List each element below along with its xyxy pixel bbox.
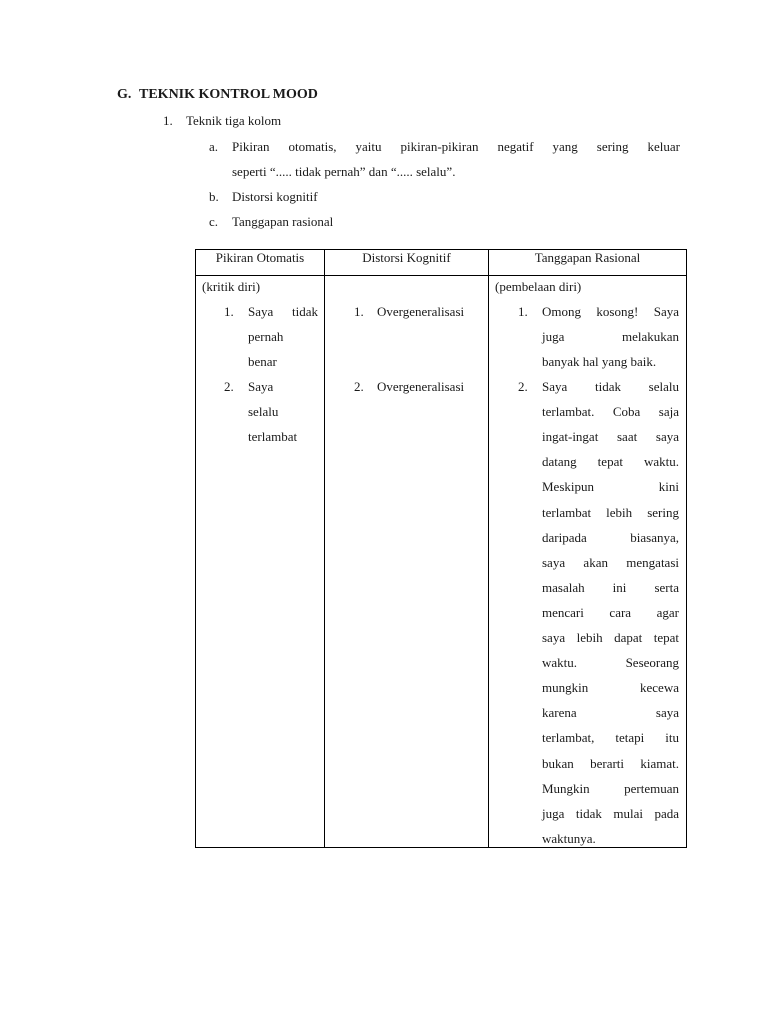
- column-intro: (pembelaan diri): [495, 279, 582, 294]
- response-line: Saya tidak selalu: [542, 379, 679, 394]
- list-item-line: pernah: [248, 329, 284, 344]
- list-number: 1.: [224, 304, 234, 319]
- sub-item-text-line: seperti “..... tidak pernah” dan “..... selalu”.: [232, 164, 456, 179]
- table-header: Pikiran Otomatis: [215, 250, 305, 265]
- table-border: [195, 275, 687, 276]
- list-item-line: benar: [248, 354, 277, 369]
- table-border: [686, 249, 687, 848]
- response-line: terlambat. Coba saja: [542, 404, 679, 420]
- item-label: Teknik tiga kolom: [186, 113, 282, 128]
- response-line: daripada biasanya,: [542, 529, 679, 545]
- response-line: waktu. Seseorang: [542, 655, 679, 671]
- list-number: 2.: [518, 379, 528, 394]
- response-line: ingat-ingat saat saya: [542, 429, 679, 445]
- response-line: bukan berarti kiamat.: [542, 755, 679, 771]
- list-number: 1.: [354, 304, 364, 319]
- response-line: karena saya: [542, 705, 679, 721]
- section-title: TEKNIK KONTROL MOOD: [139, 87, 318, 102]
- response-line: banyak hal yang baik.: [542, 354, 657, 370]
- list-number: 2.: [354, 379, 364, 394]
- sub-item-marker: a.: [209, 139, 219, 154]
- section-letter: G.: [117, 87, 132, 102]
- response-line: saya lebih dapat tepat: [542, 630, 679, 645]
- table-border: [195, 847, 687, 848]
- list-item-line: Saya tidak: [248, 304, 318, 319]
- sub-item-marker: c.: [209, 214, 219, 229]
- response-line: waktunya.: [542, 830, 596, 846]
- list-item-line: terlambat: [248, 429, 298, 444]
- list-item-line: selalu: [248, 404, 279, 419]
- response-line: juga tidak mulai pada: [542, 805, 679, 821]
- table-border: [488, 249, 489, 848]
- table-border: [195, 249, 196, 848]
- response-line: terlambat, tetapi itu: [542, 730, 679, 746]
- item-number: 1.: [163, 113, 173, 128]
- response-line: mencari cara agar: [542, 604, 679, 620]
- table-header: Distorsi Kognitif: [362, 250, 451, 265]
- list-number: 2.: [224, 379, 234, 394]
- sub-item-marker: b.: [209, 189, 219, 204]
- response-line: datang tepat waktu.: [542, 454, 679, 470]
- table-header: Tanggapan Rasional: [534, 250, 641, 265]
- distortion-label: Overgeneralisasi: [377, 304, 465, 319]
- response-line: saya akan mengatasi: [542, 554, 679, 570]
- sub-item-text-line: Tanggapan rasional: [232, 214, 334, 229]
- response-line: Mungkin pertemuan: [542, 780, 679, 796]
- distortion-label: Overgeneralisasi: [377, 379, 465, 394]
- response-line: Meskipun kini: [542, 479, 679, 495]
- sub-item-text-line: Distorsi kognitif: [232, 189, 318, 204]
- table-border: [324, 249, 325, 848]
- response-line: mungkin kecewa: [542, 680, 679, 696]
- response-line: terlambat lebih sering: [542, 504, 679, 520]
- column-intro: (kritik diri): [202, 279, 261, 294]
- list-item-line: Saya: [248, 379, 274, 394]
- response-line: Omong kosong! Saya: [542, 304, 679, 319]
- sub-item-text-line: Pikiran otomatis, yaitu pikiran-pikiran negatif yang sering keluar: [232, 139, 680, 154]
- response-line: juga melakukan: [542, 329, 679, 345]
- list-number: 1.: [518, 304, 528, 319]
- response-line: masalah ini serta: [542, 579, 679, 595]
